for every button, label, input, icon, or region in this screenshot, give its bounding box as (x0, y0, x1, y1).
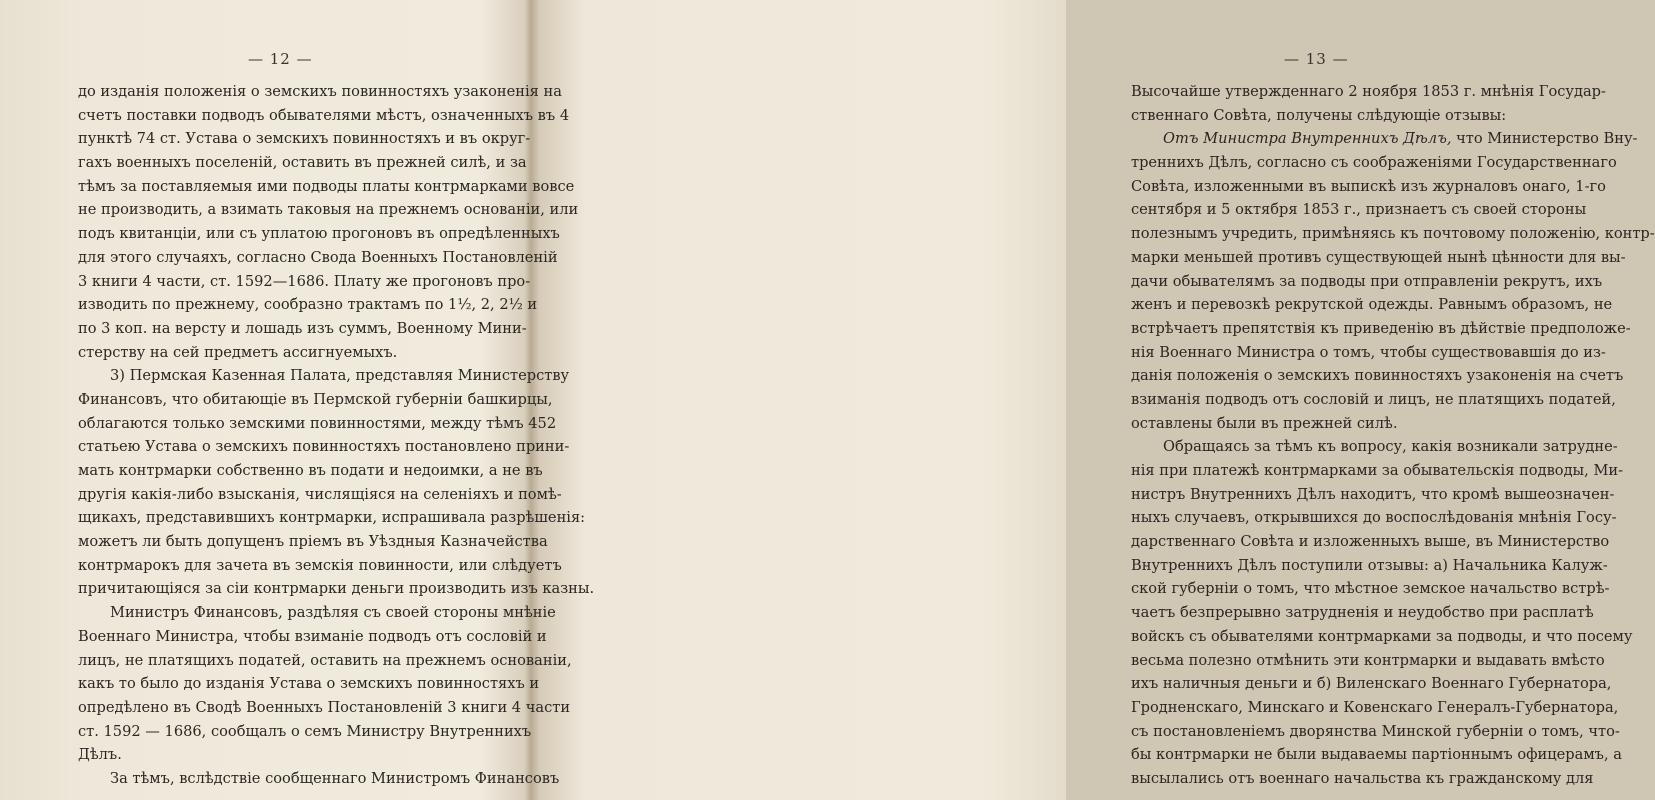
text-line (78, 743, 462, 767)
line-text: 3 книги 4 части, ст. 1592—1686. Плату же прогоновъ про- (78, 272, 531, 290)
line-text: по 3 коп. на версту и лошадь изъ суммъ, Военному Мини- (78, 319, 527, 337)
text-line (1131, 127, 1638, 151)
text-line (78, 767, 560, 791)
line-text: для этого случаяхъ, согласно Свода Военныхъ Постановленій (78, 248, 558, 266)
line-text: Внутреннихъ Дѣлъ поступили отзывы: а) Начальника Калуж- (1131, 556, 1608, 574)
text-line (1131, 80, 1606, 104)
line-text: войскъ съ обывателями контрмарками за подводы, и что посему (1131, 627, 1633, 645)
line-text: данія положенія о земскихъ повинностяхъ узаконенія на счетъ (1131, 367, 1624, 385)
text-line (1131, 364, 1624, 388)
right-page (534, 0, 1655, 800)
text-line (78, 506, 586, 530)
line-text: облагаются только земскими повинностями, между тѣмъ 452 (78, 414, 557, 432)
text-line (78, 364, 570, 388)
text-line (1131, 577, 1610, 601)
line-text: весьма полезно отмѣнить эти контрмарки и выдавать вмѣсто (1131, 651, 1605, 669)
text-line (1131, 198, 1587, 222)
line-text: Министръ Финансовъ, раздѣляя съ своей стороны мнѣніе (110, 604, 556, 622)
text-line (1131, 246, 1626, 270)
text-line (1131, 625, 1633, 649)
text-line (1131, 412, 1510, 436)
text-line (1131, 696, 1619, 720)
text-line (1131, 743, 1622, 767)
line-text: встрѣчаетъ препятствія къ приведенію въ дѣйствіе предположе- (1131, 319, 1631, 337)
line-text: изводить по прежнему, сообразно трактамъ по 1½, 2, 2½ и (78, 296, 538, 314)
text-line (78, 198, 579, 222)
text-line (1131, 175, 1606, 199)
text-line (1131, 270, 1603, 294)
text-line (1131, 720, 1620, 744)
text-line (78, 483, 562, 507)
line-text: ихъ наличныя деньги и б) Виленскаго Военнаго Губернатора, (1131, 675, 1612, 693)
text-line (1131, 151, 1617, 175)
text-line (1131, 554, 1608, 578)
text-line (1131, 767, 1594, 791)
text-line (1131, 388, 1616, 412)
text-line (78, 530, 548, 554)
text-line (1131, 435, 1618, 459)
left-page (0, 0, 595, 800)
text-line (78, 672, 540, 696)
line-text: дачи обывателямъ за подводы при отправленіи рекрутъ, ихъ (1131, 272, 1603, 290)
text-line (1131, 222, 1655, 246)
line-text: полезнымъ учредить, примѣняясь къ почтовому положенію, контр- (1131, 225, 1655, 243)
text-line (78, 577, 595, 601)
text-line (78, 317, 527, 341)
page-number-left: — 12 — (248, 50, 313, 68)
line-text: мать контрмарки собственно въ подати и недоимки, а не въ (78, 462, 543, 479)
line-text: дарственнаго Совѣта и изложенныхъ выше, въ Министерство (1131, 533, 1610, 551)
line-text: 3) Пермская Казенная Палата, представляя Министерству (110, 367, 570, 385)
text-line (78, 435, 570, 459)
left-page-text (78, 80, 595, 791)
page-number-right: — 13 — (1284, 50, 1349, 68)
text-line (78, 720, 532, 744)
line-text: до изданія положенія о земскихъ повинностяхъ узаконенія на (78, 83, 562, 100)
text-line (1131, 317, 1631, 341)
text-line (78, 625, 547, 649)
line-text: лицъ, не платящихъ податей, оставить на прежнемъ основаніи, (78, 651, 572, 669)
text-line (78, 222, 560, 246)
line-text: взиманія подводъ отъ сословій и лицъ, не платящихъ податей, (1131, 390, 1616, 408)
text-line (78, 341, 462, 365)
text-line (1131, 530, 1610, 554)
line-text: ской губерніи о томъ, что мѣстное земское начальство встрѣ- (1131, 580, 1610, 598)
line-text: Финансовъ, что обитающіе въ Пермской губерніи башкирцы, (78, 390, 553, 408)
line-text: статьею Устава о земскихъ повинностяхъ постановлено прини- (78, 438, 570, 456)
line-text: бы контрмарки не были выдаваемы партіоннымъ офицерамъ, а (1131, 746, 1622, 764)
line-text: съ постановленіемъ дворянства Минской губерніи о томъ, что- (1131, 722, 1620, 740)
line-text: марки меньшей противъ существующей нынѣ цѣнности для вы- (1131, 248, 1626, 266)
italic-phrase: Отъ Министра Внутреннихъ Дѣлъ, (1163, 130, 1452, 148)
line-text: другія какія-либо взысканія, числящіяся на селеніяхъ и помѣ- (78, 485, 562, 503)
line-text: подъ квитанціи, или съ уплатою прогоновъ въ опредѣленныхъ (78, 225, 560, 243)
text-line (78, 554, 562, 578)
line-text: оставлены были въ прежней силѣ. (1131, 414, 1398, 432)
line-text: пунктѣ 74 ст. Устава о земскихъ повинностяхъ и въ округ- (78, 130, 531, 148)
line-text: Дѣлъ. (78, 746, 122, 764)
line-text: сентября и 5 октября 1853 г., признаетъ съ своей стороны (1131, 201, 1587, 219)
line-text: треннихъ Дѣлъ, согласно съ соображеніями Государственнаго (1131, 154, 1617, 172)
text-line (78, 151, 527, 175)
line-text: контрмарокъ для зачета въ земскія повинности, или слѣдуетъ (78, 556, 562, 574)
line-text: Гродненскаго, Минскаго и Ковенскаго Генералъ-Губернатора, (1131, 698, 1619, 716)
text-line (1131, 341, 1606, 365)
text-line (78, 388, 553, 412)
text-line (78, 104, 570, 128)
text-line (1131, 293, 1613, 317)
line-text: За тѣмъ, вслѣдствіе сообщеннаго Министромъ Финансовъ (110, 769, 560, 787)
text-line (78, 293, 538, 317)
line-text: тѣмъ за поставляемыя ими подводы платы контрмарками вовсе (78, 177, 575, 195)
text-line (1131, 672, 1612, 696)
line-text: Обращаясь за тѣмъ къ вопросу, какія возникали затрудне- (1163, 438, 1618, 456)
text-line (78, 412, 557, 436)
line-text: Совѣта, изложенными въ выпискѣ изъ журналовъ онаго, 1-го (1131, 177, 1606, 195)
right-page-text (1131, 80, 1655, 791)
line-text: ныхъ случаевъ, открывшихся до воспослѣдованія мнѣнія Госу- (1131, 509, 1617, 527)
text-line (78, 127, 531, 151)
line-text: чаетъ безпрерывно затрудненія и неудобство при расплатѣ (1131, 604, 1594, 622)
text-line (78, 696, 571, 720)
line-text: опредѣлено въ Сводѣ Военныхъ Постановленій 3 книги 4 части (78, 698, 571, 716)
line-text: щикахъ, представившихъ контрмарки, испрашивала разрѣшенія: (78, 509, 586, 527)
line-text: нія при платежѣ контрмарками за обывательскія подводы, Ми- (1131, 462, 1624, 479)
text-line (1131, 506, 1617, 530)
line-text: женъ и перевозкѣ рекрутской одежды. Равнымъ образомъ, не (1131, 296, 1613, 314)
line-text: какъ то было до изданія Устава о земскихъ повинностяхъ и (78, 675, 540, 693)
line-text: что Министерство Вну- (1451, 130, 1638, 148)
text-line (1131, 649, 1605, 673)
text-line (78, 80, 562, 104)
text-line (78, 270, 531, 294)
text-line (1131, 601, 1594, 625)
line-text: не производить, а взимать таковыя на прежнемъ основаніи, или (78, 201, 579, 219)
text-line (1131, 104, 1510, 128)
text-line (1131, 483, 1615, 507)
text-line (78, 246, 558, 270)
text-line (1131, 459, 1624, 483)
text-line (78, 649, 572, 673)
text-line (78, 601, 556, 625)
line-text: причитающіяся за сіи контрмарки деньги производить изъ казны. (78, 580, 595, 598)
text-line (78, 459, 543, 483)
line-text: нистръ Внутреннихъ Дѣлъ находитъ, что кромѣ вышеозначен- (1131, 485, 1615, 503)
line-text: нія Военнаго Министра о томъ, чтобы существовавшія до из- (1131, 343, 1606, 361)
line-text: счетъ поставки подводъ обывателями мѣстъ, означенныхъ въ 4 (78, 106, 570, 124)
line-text: можетъ ли быть допущенъ пріемъ въ Уѣздныя Казначейства (78, 533, 548, 551)
text-line (78, 175, 575, 199)
line-text: ственнаго Совѣта, получены слѣдующіе отзывы: (1131, 106, 1507, 124)
line-text: стерству на сей предметъ ассигнуемыхъ. (78, 343, 398, 361)
line-text: ст. 1592 — 1686, сообщалъ о семъ Министру Внутреннихъ (78, 722, 532, 740)
line-text: Высочайше утвержденнаго 2 ноября 1853 г. мнѣнія Государ- (1131, 83, 1606, 100)
line-text: Военнаго Министра, чтобы взиманіе подводъ отъ сословій и (78, 627, 547, 645)
line-text: гахъ военныхъ поселеній, оставить въ прежней силѣ, и за (78, 154, 527, 172)
line-text: высылались отъ военнаго начальства къ гражданскому для (1131, 769, 1594, 787)
